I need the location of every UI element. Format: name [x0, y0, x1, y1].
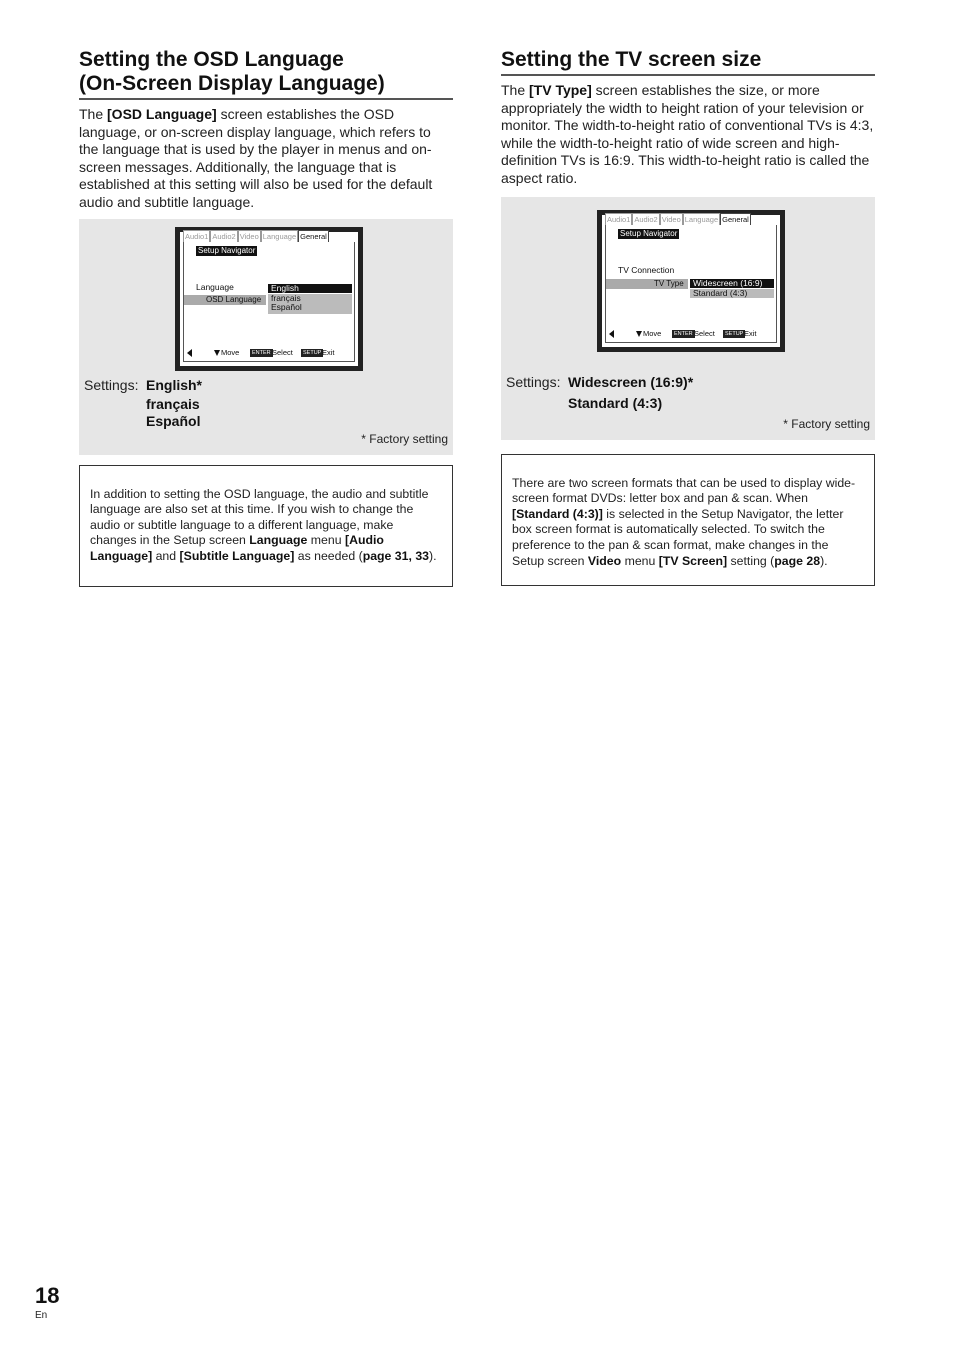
- setting-value: Español: [146, 412, 201, 429]
- option-francais: français: [271, 292, 301, 303]
- factory-setting-note: * Factory setting: [783, 416, 870, 431]
- tv-screen-illustration: [597, 210, 785, 352]
- factory-setting-note: * Factory setting: [361, 431, 448, 446]
- page-number: 18: [35, 1283, 60, 1308]
- intro-paragraph: The [TV Type] screen establishes the size, or more appropriately the width to height ration of your television or monitor. The width-to-height ratio of conventional TVs is 4:3, while the width-to-height ratio of wide screen and high-definition TVs is 16:9. This width-to-height ratio is called the aspect ratio.: [501, 82, 874, 186]
- tab-audio1: Audio1: [185, 231, 209, 241]
- tv-screen-illustration: [175, 227, 363, 371]
- setup-key-icon: SETUP: [725, 330, 744, 337]
- section-title-tv-screen-size: Setting the TV screen size: [501, 48, 875, 76]
- tab-video: Video: [661, 214, 681, 224]
- setup-navigator-title: Setup Navigator: [620, 228, 678, 238]
- setting-value: Standard (4:3): [568, 394, 663, 411]
- move-arrow-icon: [214, 350, 220, 356]
- option-espanol: Español: [271, 302, 302, 313]
- setting-value: English*: [146, 376, 203, 393]
- osd-language-section: [79, 48, 453, 587]
- setup-footer: Move ENTER Select SETUP Exit: [184, 348, 354, 358]
- intro-paragraph: The [OSD Language] screen establishes the OSD language, or on-screen display language, which refers to the language that is used by the player in menus and on-screen messages. Additionally, the language that is established at this setting will also be used for the default audio and subtitle language.: [79, 106, 433, 210]
- setup-navigator-title: Setup Navigator: [198, 245, 256, 255]
- option-standard: Standard (4:3): [690, 289, 774, 299]
- tab-language: Language: [684, 214, 719, 224]
- setup-tabs: [183, 230, 329, 242]
- tab-general: General: [722, 214, 749, 224]
- setup-screen: [605, 214, 777, 343]
- tab-audio1: Audio1: [607, 214, 631, 224]
- tab-general: General: [300, 231, 327, 241]
- back-arrow-icon: [609, 330, 614, 338]
- tab-video: Video: [239, 231, 259, 241]
- move-arrow-icon: [636, 331, 642, 337]
- osd-language-figure: Audio1 Audio2 Video Language General Setup Navigator Language OSD Language English français Español Move ENTER Select SETUP Exit Settings: English* français Español * Factory setting: [79, 219, 453, 455]
- section-title-osd-language: Setting the OSD Language (On-Screen Display Language): [79, 48, 453, 100]
- tv-type-figure: Audio1 Audio2 Video Language General Setup Navigator TV Connection TV Type Widescreen (16:9) Standard (4:3) Move ENTER Select SETUP Exit Settings: Widescreen (16:9)* Standard (4:3) * Factory setting: [501, 197, 875, 440]
- setup-footer: Move ENTER Select SETUP Exit: [606, 329, 776, 339]
- setup-screen: [183, 231, 355, 362]
- tab-audio2: Audio2: [634, 214, 658, 224]
- osd-language-note: In addition to setting the OSD language, the audio and subtitle language are also set at this time. If you wish to change the audio or subtitle language to a different language, make changes in the Setup screen Language menu [Audio Language] and [Subtitle Language] as needed (page 31, 33).: [79, 465, 453, 587]
- back-arrow-icon: [187, 349, 192, 357]
- page-language: En: [35, 1310, 48, 1321]
- tv-screen-note: There are two screen formats that can be used to display wide-screen format DVDs: letter box and pan & scan. When [Standard (4:3)] is selected in the Setup Navigator, the letter box screen format is automatically selected. To switch the preference to the pan & scan format, make changes in the Setup screen Video menu [TV Screen] setting (page 28).: [501, 454, 875, 586]
- setup-key-icon: SETUP: [303, 349, 322, 356]
- tab-language: Language: [262, 231, 297, 241]
- enter-key-icon: ENTER: [252, 349, 271, 356]
- option-widescreen: Widescreen (16:9): [690, 279, 774, 289]
- osd-language-row: OSD Language: [184, 295, 266, 305]
- tv-type-row: TV Type: [606, 279, 688, 289]
- setup-tabs: [605, 213, 751, 225]
- option-list-rest: [268, 294, 352, 314]
- setting-value: français: [146, 395, 200, 412]
- option-english: English: [268, 284, 352, 294]
- menu-label: Language: [196, 281, 234, 292]
- menu-label: TV Connection: [618, 264, 675, 275]
- tab-audio2: Audio2: [212, 231, 236, 241]
- setting-value: Widescreen (16:9)*: [568, 373, 694, 390]
- tv-screen-size-section: [501, 48, 875, 586]
- enter-key-icon: ENTER: [674, 330, 693, 337]
